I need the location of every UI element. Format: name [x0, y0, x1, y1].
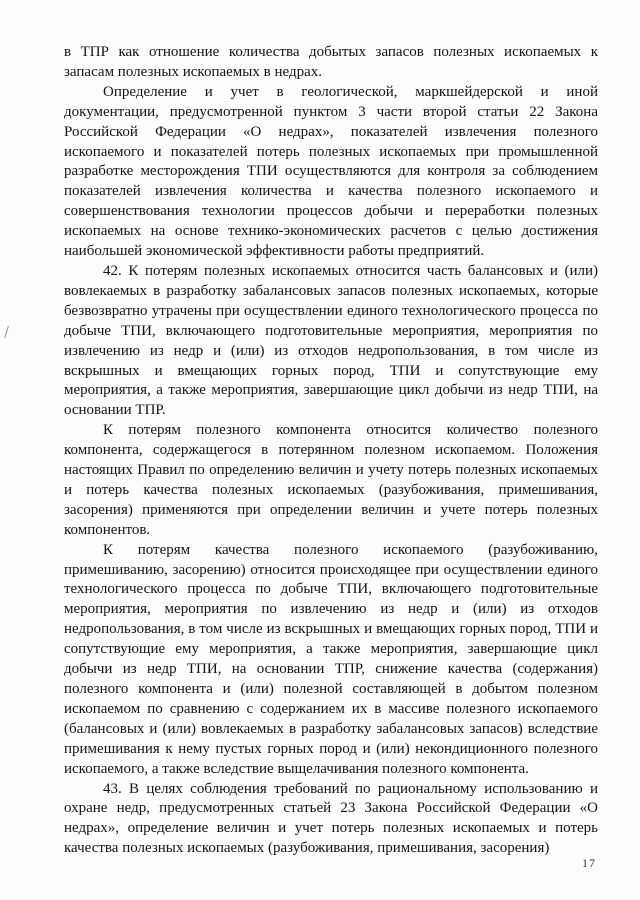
paragraph-clause-43: 43. В целях соблюдения требований по рациональному использованию и охране недр, предусмотренных статьей 23 Закона Российской Федерации «О недрах», определение величин и учет потерь полезных ископаемых и потерь качества полезных ископаемых (разубоживания, примешивания, засорения): [64, 780, 598, 857]
document-body: [64, 43, 598, 859]
page-number: 17: [582, 856, 596, 870]
paragraph-clause-42: 42. К потерям полезных ископаемых относится часть балансовых и (или) вовлекаемых в разработку забалансовых запасов полезных ископаемых, которые безвозвратно утрачены при осуществлении единого технологического процесса по добыче ТПИ, включающего подготовительные мероприятия, мероприятия по извлечению из недр и (или) из отходов недропользования, в том числе из вскрышных и вмещающих горных пород, ТПИ и сопутствующие ему мероприятия, а также мероприятия, завершающие цикл добычи из недр ТПИ, на основании ТПР.: [64, 262, 598, 419]
paragraph-definition-and-accounting: Определение и учет в геологической, маркшейдерской и иной документации, предусмотренной пунктом 3 части второй статьи 22 Закона Российской Федерации «О недрах», показателей извлечения полезного ископаемого и показателей потерь полезных ископаемых при промышленной разработке месторождения ТПИ осуществляются для контроля за соблюдением показателей извлечения количества и качества полезного ископаемого и совершенствования технологии процессов добычи и переработки полезных ископаемых на основе технико-экономических расчетов с целью достижения наибольшей экономической эффективности работы предприятий.: [64, 83, 598, 260]
scan-margin-mark: [4, 326, 9, 338]
paragraph-useful-component-losses: К потерям полезного компонента относится количество полезного компонента, содержащегося в потерянном полезном ископаемом. Положения настоящих Правил по определению величин и учету потерь полезных ископаемых и потерь качества полезных ископаемых (разубоживания, примешивания, засорения) применяются при определении величин и учете потерь полезных компонентов.: [64, 422, 598, 538]
paragraph-continuation: в ТПР как отношение количества добытых запасов полезных ископаемых к запасам полезных ископаемых в недрах.: [64, 44, 598, 80]
paragraph-quality-losses: К потерям качества полезного ископаемого (разубоживанию, примешиванию, засорению) относится происходящее при осуществлении единого технологического процесса по добыче ТПИ, включающего подготовительные мероприятия, мероприятия по извлечению из недр и (или) из отходов недропользования, в том числе из вскрышных и вмещающих горных пород, ТПИ и сопутствующие ему мероприятия, а также мероприятия, завершающие цикл добычи из недр ТПИ, на основании ТПР, снижение качества (содержания) полезного компонента и (или) полезной составляющей в добытом полезном ископаемом по сравнению с содержанием их в массиве полезного ископаемого (балансовых и (или) вовлекаемых в разработку забалансовых запасов) вследствие примешивания к нему пустых горных пород и (или) некондиционного полезного ископаемого, а также вследствие выщелачивания полезного компонента.: [64, 541, 598, 777]
